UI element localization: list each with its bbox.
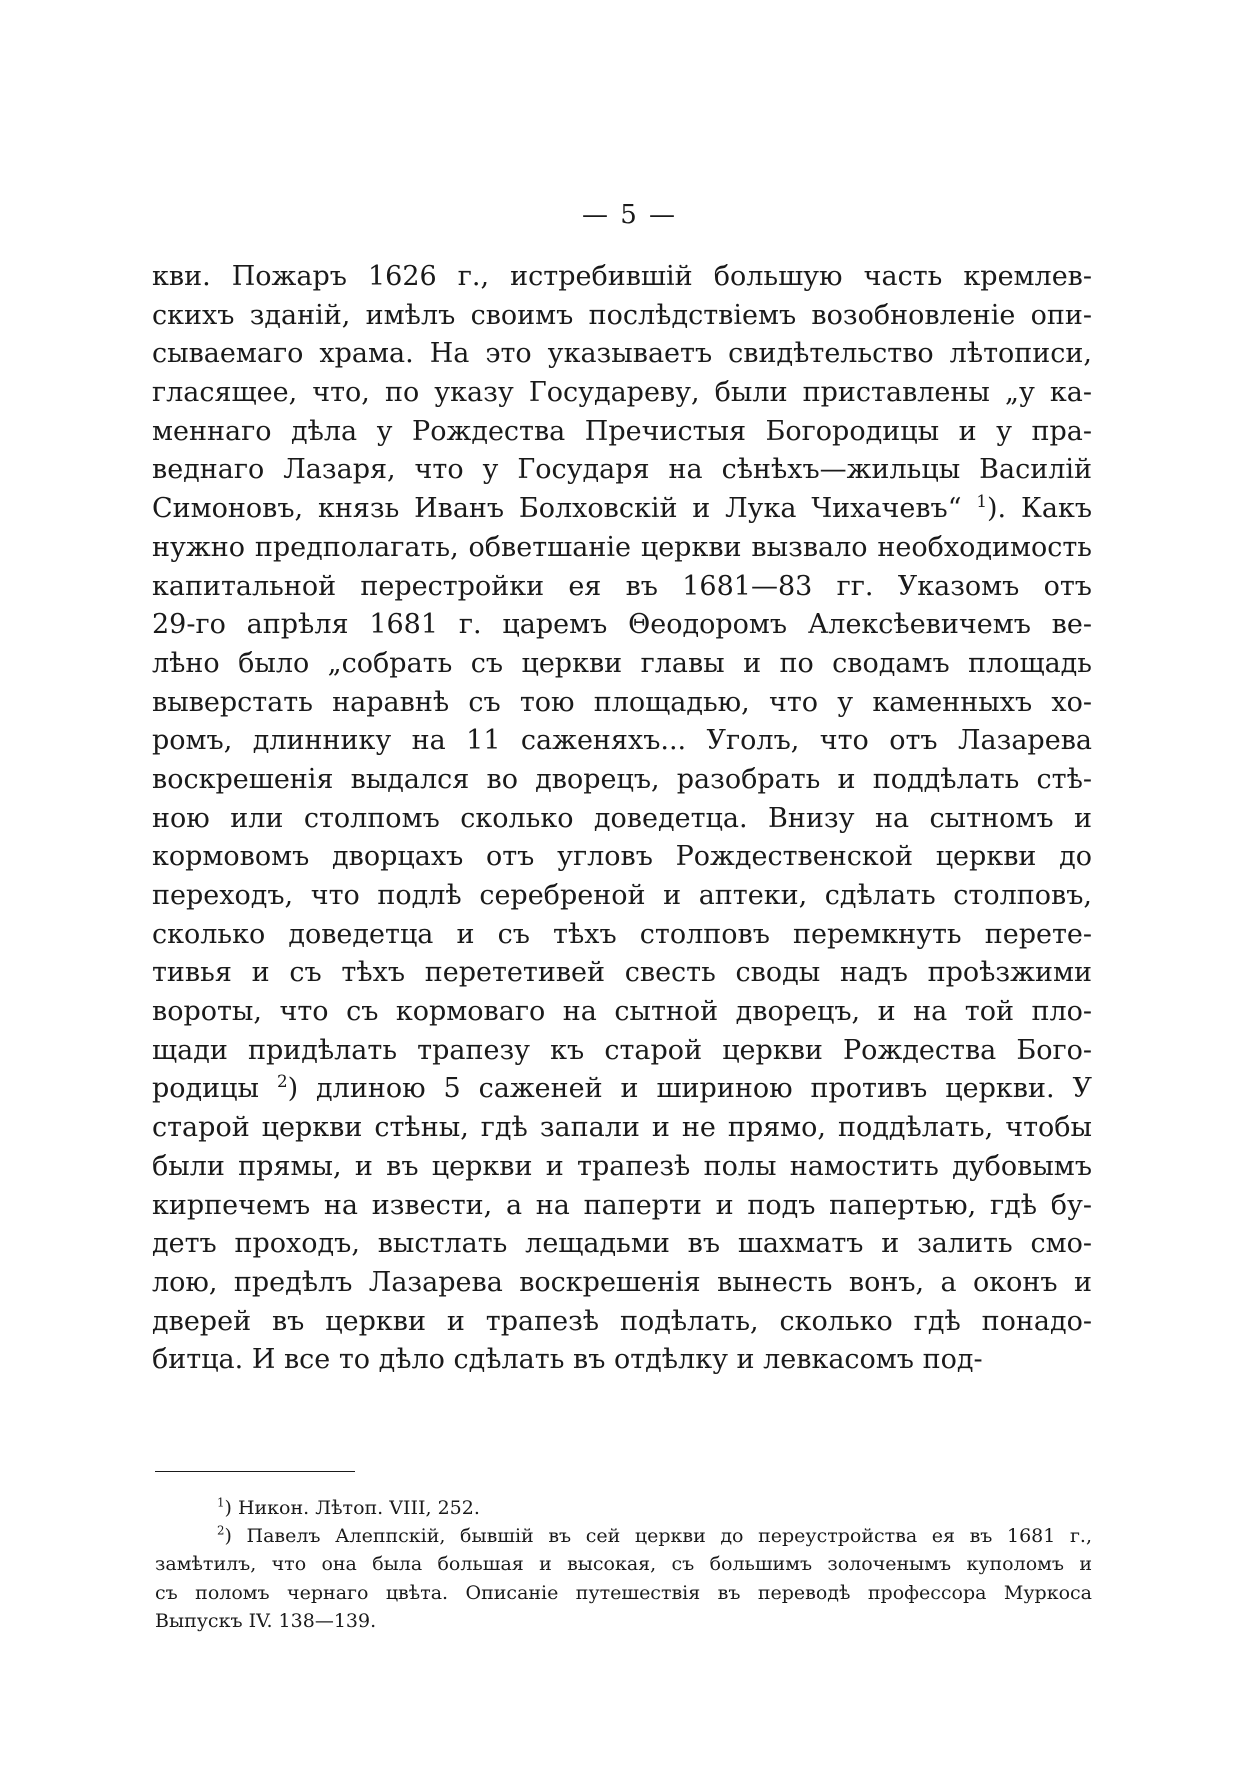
text-segment: ) длиною 5 саженей и шириною противъ церкви. У [287, 1073, 1092, 1105]
footnote-ref-1[interactable]: 1 [976, 491, 988, 512]
footnote-1 [155, 1494, 1092, 1522]
text-line: кирпечемъ на извести, а на паперти и подъ папертью, гдѣ бу- [152, 1189, 1092, 1221]
text-line: сываемаго храма. На это указываетъ свидѣтельство лѣтописи, [152, 338, 1092, 370]
text-line: скихъ зданій, имѣлъ своимъ послѣдствіемъ возобновленіе опи- [152, 299, 1092, 331]
text-line: веднаго Лазаря, что у Государя на сѣнѣхъ—жильцы Василій [152, 454, 1092, 486]
footnote-divider [155, 1471, 355, 1472]
footnote-text: ) Никон. Лѣтоп. VIII, 252. [224, 1497, 480, 1519]
text-line: старой церкви стѣны, гдѣ запали и не прямо, поддѣлать, чтобы [152, 1112, 1092, 1144]
text-line: воскрешенія выдался во дворецъ, разобрать и поддѣлать стѣ- [152, 763, 1092, 795]
text-line: выверстать наравнѣ съ тою площадью, что у каменныхъ хо- [152, 686, 1092, 718]
footnote-2-line: съ поломъ чернаго цвѣта. Описаніе путешествія въ переводѣ профессора Муркоса [155, 1581, 1092, 1604]
footnotes [155, 1494, 1092, 1635]
text-line: были прямы, и въ церкви и трапезѣ полы намостить дубовымъ [152, 1150, 1092, 1182]
text-line: гласящее, что, по указу Государеву, были приставлены „у ка- [152, 377, 1092, 409]
text-segment: ). Какъ [987, 493, 1092, 525]
text-line: 29-го апрѣля 1681 г. царемъ Θеодоромъ Алексѣевичемъ ве- [152, 609, 1092, 641]
footnote-text: ) Павелъ Алеппскій, бывшій въ сей церкви до переустройства ея въ 1681 г., [224, 1525, 1092, 1548]
text-line: кви. Пожаръ 1626 г., истребившій большую часть кремлев- [152, 261, 1092, 292]
text-line: ною или столпомъ сколько доведетца. Внизу на сытномъ и [152, 802, 1092, 834]
text-line-with-footnote-ref [152, 1070, 1092, 1109]
text-segment: Симоновъ, князь Иванъ Болховскій и Лука Чихачевъ“ [152, 493, 962, 525]
footnote-ref-2[interactable]: 2 [276, 1071, 288, 1092]
text-line: сколько доведетца и съ тѣхъ столповъ перемкнуть перете- [152, 918, 1092, 950]
text-line: переходъ, что подлѣ серебреной и аптеки, сдѣлать столповъ, [152, 880, 1092, 911]
text-line: тивья и съ тѣхъ перететивей свесть своды надъ проѣзжими [152, 957, 1092, 989]
text-line: нужно предполагать, обветшаніе церкви вызвало необходимость [152, 531, 1092, 563]
text-line: лѣно было „собрать съ церкви главы и по сводамъ площадь [152, 647, 1092, 679]
text-line: битца. И все то дѣло сдѣлать въ отдѣлку и левкасомъ под- [152, 1344, 983, 1376]
text-line-with-footnote-ref [152, 490, 1092, 529]
footnote-2-line: Выпускъ IV. 138—139. [155, 1609, 377, 1632]
text-line: капитальной перестройки ея въ 1681—83 гг. Указомъ отъ [152, 570, 1092, 602]
text-line: лою, предѣлъ Лазарева воскрешенія вынесть вонъ, а оконъ и [152, 1266, 1092, 1298]
text-line: щади придѣлать трапезу къ старой церкви Рождества Бого- [152, 1034, 1092, 1066]
footnote-mark-2: 2 [217, 1523, 225, 1538]
page-number: — 5 — [581, 200, 678, 230]
text-line: вороты, что съ кормоваго на сытной дворецъ, и на той пло- [152, 996, 1092, 1028]
footnote-2-line: замѣтилъ, что она была большая и высокая, съ большимъ золоченымъ куполомъ и [155, 1553, 1092, 1576]
text-line: дверей въ церкви и трапезѣ подѣлать, сколько гдѣ понадо- [152, 1305, 1092, 1337]
text-line: кормовомъ дворцахъ отъ угловъ Рождественской церкви до [152, 841, 1092, 873]
main-text [152, 258, 1092, 1380]
footnote-2 [155, 1522, 1092, 1550]
footnote-mark-1: 1 [217, 1495, 225, 1510]
text-line: меннаго дѣла у Рождества Пречистыя Богородицы и у пра- [152, 415, 1092, 447]
text-line: детъ проходъ, выстлать лещадьми въ шахматъ и залить смо- [152, 1228, 1092, 1260]
text-segment: родицы [152, 1073, 260, 1105]
text-line: ромъ, длиннику на 11 саженяхъ... Уголъ, что отъ Лазарева [152, 725, 1092, 757]
